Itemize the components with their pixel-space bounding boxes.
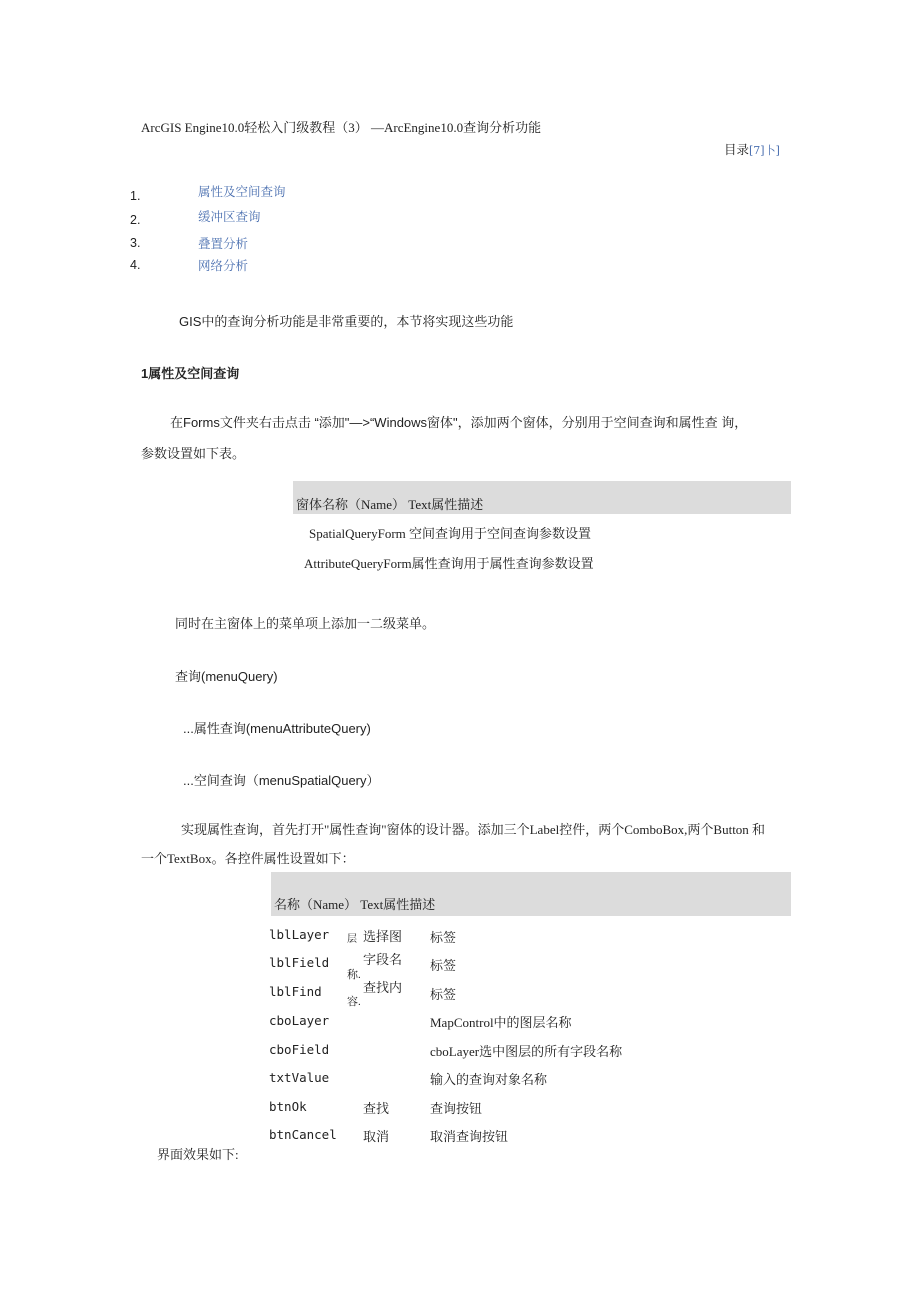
page-title: ArcGIS Engine10.0轻松入门级教程（3） —ArcEngine10.0查询分析功能 bbox=[141, 120, 542, 135]
paragraph-line: 参数设置如下表。 bbox=[141, 446, 246, 461]
toc-label-row bbox=[724, 140, 780, 158]
overflow-glyph: 层 bbox=[347, 934, 357, 945]
table-cell-name: btnOk bbox=[269, 1099, 307, 1114]
toc-item-number: 4. bbox=[130, 258, 141, 272]
table-header: 窗体名称（Name） Text属性描述 bbox=[296, 497, 484, 512]
toc-item-link[interactable]: 属性及空间查询 bbox=[198, 184, 286, 199]
table-cell-name: cboLayer bbox=[269, 1013, 330, 1028]
paragraph-line: 在Forms文件夹右击点击 “添加"—>“Windows窗体"，添加两个窗体，分别用于空间查询和属性查 询， bbox=[170, 415, 748, 430]
table-header: 名称（Name） Text属性描述 bbox=[274, 897, 436, 912]
paragraph-line: 实现属性查询，首先打开"属性查询"窗体的设计器。添加三个Label控件，两个ComboBox,两个Button 和 bbox=[181, 822, 766, 837]
table-cell-name: btnCancel bbox=[269, 1127, 337, 1142]
toc-item-number: 1. bbox=[130, 189, 141, 203]
section-heading: 1属性及空间查询 bbox=[141, 366, 240, 381]
table-cell-name: txtValue bbox=[269, 1070, 330, 1085]
closing-line: 界面效果如下: bbox=[157, 1147, 239, 1162]
overflow-glyph: 称. bbox=[347, 969, 361, 981]
table-row: AttributeQueryForm属性查询用于属性查询参数设置 bbox=[304, 556, 594, 571]
paragraph-line: 一个TextBox。各控件属性设置如下： bbox=[141, 851, 355, 866]
table-row: SpatialQueryForm 空间查询用于空间查询参数设置 bbox=[309, 526, 592, 541]
menu-item: ...空间查询（menuSpatialQuery） bbox=[183, 773, 380, 788]
table-cell-desc: MapControl中的图层名称 bbox=[430, 1015, 572, 1030]
toc-item-number: 3. bbox=[130, 236, 141, 250]
table-cell-name: lblFind bbox=[269, 984, 322, 999]
table-cell-name: cboField bbox=[269, 1042, 330, 1057]
toc-item-link[interactable]: 网络分析 bbox=[198, 258, 249, 273]
toc-item-link[interactable]: 缓冲区查询 bbox=[198, 209, 261, 224]
toc-toggle-link[interactable]: [7]卜] bbox=[749, 144, 780, 157]
table-cell-text: 选择图 bbox=[363, 929, 403, 944]
table-cell-desc: 输入的查询对象名称 bbox=[430, 1072, 548, 1087]
table-cell-text: 取消 bbox=[363, 1129, 390, 1144]
toc-item-link[interactable]: 叠置分析 bbox=[198, 236, 249, 251]
table-cell-text: 查找内 bbox=[363, 980, 403, 995]
toc-label: 目录 bbox=[724, 142, 750, 157]
toc-item-number: 2. bbox=[130, 213, 141, 227]
table-cell-name: lblField bbox=[269, 955, 330, 970]
table-cell-name: lblLayer bbox=[269, 927, 330, 942]
table-cell-text: 字段名 bbox=[363, 952, 403, 967]
menu-intro: 同时在主窗体上的菜单项上添加一二级菜单。 bbox=[175, 617, 436, 632]
table-cell-desc: 标签 bbox=[430, 958, 457, 973]
table-cell-desc: 取消查询按钮 bbox=[430, 1129, 509, 1144]
intro-paragraph: GIS中的查询分析功能是非常重要的，本节将实现这些功能 bbox=[179, 314, 514, 329]
table-cell-desc: 标签 bbox=[430, 987, 457, 1002]
table-cell-desc: 查询按钮 bbox=[430, 1101, 483, 1116]
menu-item: 查询(menuQuery) bbox=[175, 669, 278, 684]
table-cell-text: 查找 bbox=[363, 1101, 390, 1116]
menu-item: ...属性查询(menuAttributeQuery) bbox=[183, 721, 371, 736]
table-cell-desc: cboLayer选中图层的所有字段名称 bbox=[430, 1044, 623, 1059]
overflow-glyph: 容. bbox=[347, 996, 361, 1008]
table-cell-desc: 标签 bbox=[430, 930, 457, 945]
